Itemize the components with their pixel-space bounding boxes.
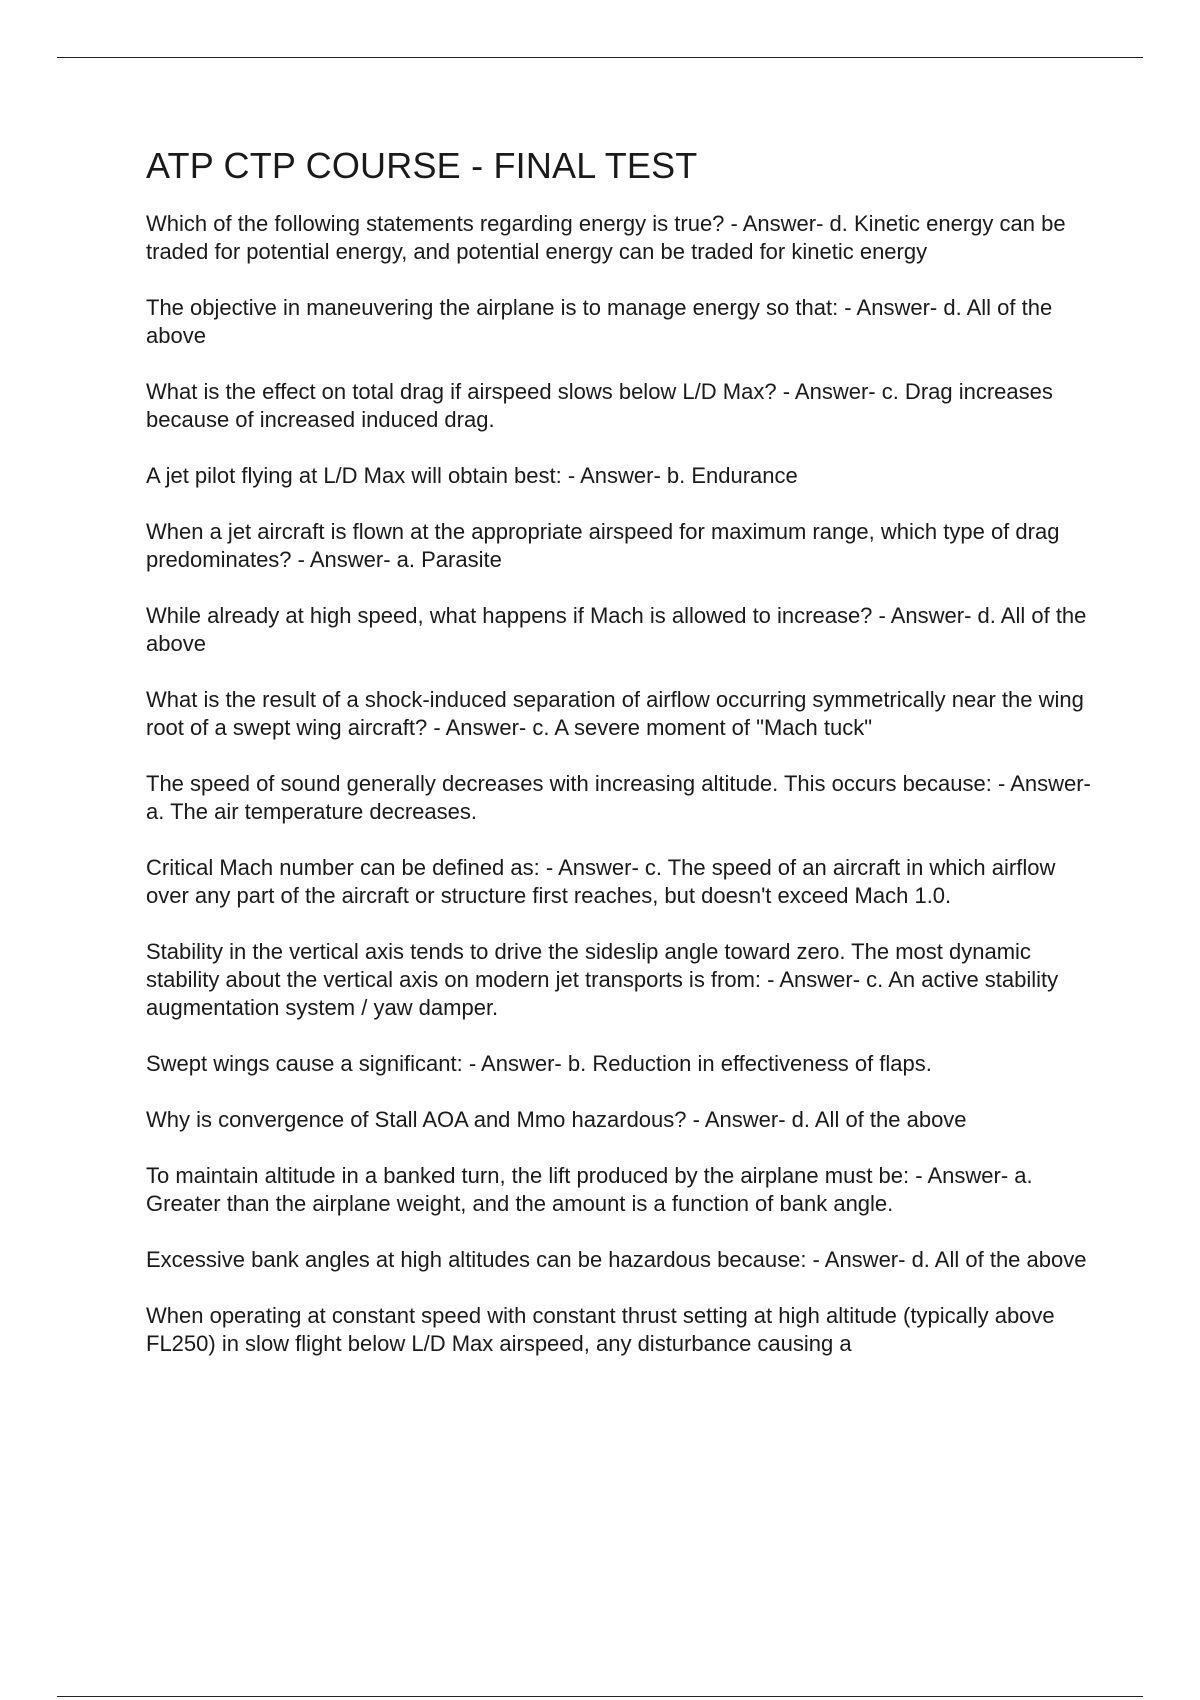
qa-item: The speed of sound generally decreases with increasing altitude. This occurs because: - Answer- a. The air temperature decreases. — [146, 771, 1091, 824]
qa-item: The objective in maneuvering the airplane is to manage energy so that: - Answer- d. All of the above — [146, 295, 1053, 348]
qa-item: What is the result of a shock-induced separation of airflow occurring symmetrically near the wing root of a swept wing aircraft? - Answer- c. A severe moment of "Mach tuck" — [146, 687, 1084, 740]
qa-item: Critical Mach number can be defined as: - Answer- c. The speed of an aircraft in which airflow over any part of the aircraft or structure first reaches, but doesn't exceed Mach 1.0. — [146, 855, 1056, 908]
bottom-rule — [57, 1696, 1143, 1697]
top-rule — [57, 57, 1143, 58]
qa-item: A jet pilot flying at L/D Max will obtain best: - Answer- b. Endurance — [146, 463, 798, 488]
qa-item: While already at high speed, what happens if Mach is allowed to increase? - Answer- d. All of the above — [146, 603, 1087, 656]
qa-item: When operating at constant speed with constant thrust setting at high altitude (typically above FL250) in slow flight below L/D Max airspeed, any disturbance causing a — [146, 1303, 1055, 1356]
qa-item: To maintain altitude in a banked turn, the lift produced by the airplane must be: - Answer- a. Greater than the airplane weight, and the amount is a function of bank angle. — [146, 1163, 1033, 1216]
qa-item: Excessive bank angles at high altitudes can be hazardous because: - Answer- d. All of the above — [146, 1247, 1087, 1272]
qa-item: What is the effect on total drag if airspeed slows below L/D Max? - Answer- c. Drag increases because of increased induced drag. — [146, 379, 1053, 432]
qa-item: When a jet aircraft is flown at the appropriate airspeed for maximum range, which type of drag predominates? - Answer- a. Parasite — [146, 519, 1060, 572]
qa-item: Swept wings cause a significant: - Answer- b. Reduction in effectiveness of flaps. — [146, 1051, 932, 1076]
qa-item: Stability in the vertical axis tends to drive the sideslip angle toward zero. The most dynamic stability about the vertical axis on modern jet transports is from: - Answer- c. An active stability augmentation system / yaw damper. — [146, 939, 1059, 1020]
page-title: ATP CTP COURSE - FINAL TEST — [146, 145, 698, 186]
qa-item: Which of the following statements regarding energy is true? - Answer- d. Kinetic energy can be traded for potential energy, and potential energy can be traded for kinetic energy — [146, 211, 1066, 264]
qa-item: Why is convergence of Stall AOA and Mmo hazardous? - Answer- d. All of the above — [146, 1107, 967, 1132]
document-body — [146, 144, 1096, 1386]
